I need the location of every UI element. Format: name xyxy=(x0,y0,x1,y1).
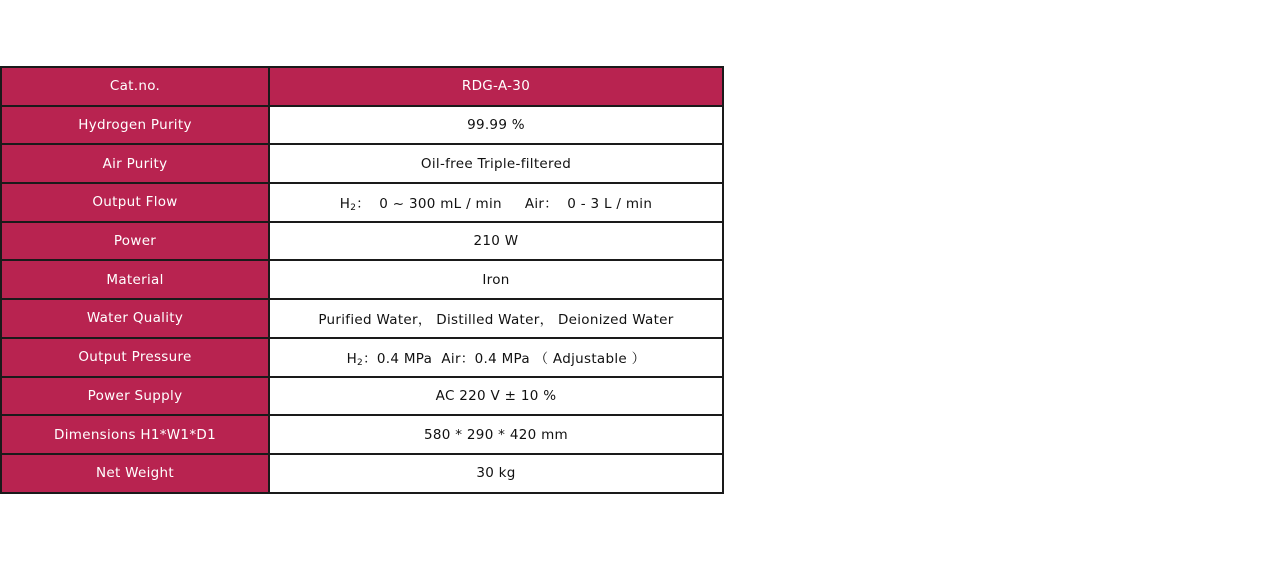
table-row-cat-no xyxy=(1,67,723,106)
row-label: Cat.no. xyxy=(1,67,269,106)
row-label: Air Purity xyxy=(1,144,269,183)
table-row-output-flow xyxy=(1,183,723,222)
row-label: Power xyxy=(1,222,269,261)
table-row-dimensions xyxy=(1,415,723,454)
row-value: 30 kg xyxy=(269,454,723,493)
row-label: Dimensions H1*W1*D1 xyxy=(1,415,269,454)
row-value: Purified Water， Distilled Water， Deionized Water xyxy=(269,299,723,338)
row-value: 210 W xyxy=(269,222,723,261)
row-value: AC 220 V ± 10 % xyxy=(269,377,723,416)
table-row-water-quality xyxy=(1,299,723,338)
table-row-net-weight xyxy=(1,454,723,493)
row-value: RDG-A-30 xyxy=(269,67,723,106)
h2-symbol: H xyxy=(346,350,358,367)
table-row-power-supply xyxy=(1,377,723,416)
h2-subscript: 2 xyxy=(357,357,364,368)
row-label: Output Flow xyxy=(1,183,269,222)
table-row-air-purity xyxy=(1,144,723,183)
row-value-text: ： 0 ~ 300 mL / min Air： 0 - 3 L / min xyxy=(356,195,653,212)
row-label: Hydrogen Purity xyxy=(1,106,269,145)
h2-symbol: H xyxy=(339,195,351,212)
table-row-output-pressure xyxy=(1,338,723,377)
h2-subscript: 2 xyxy=(350,202,357,213)
row-value: Iron xyxy=(269,260,723,299)
row-value xyxy=(269,338,723,377)
row-label: Material xyxy=(1,260,269,299)
row-label: Power Supply xyxy=(1,377,269,416)
row-value: 580 * 290 * 420 mm xyxy=(269,415,723,454)
row-label: Water Quality xyxy=(1,299,269,338)
row-value xyxy=(269,183,723,222)
row-label: Net Weight xyxy=(1,454,269,493)
row-value: 99.99 % xyxy=(269,106,723,145)
row-value-text: ：0.4 MPa Air：0.4 MPa （ Adjustable ） xyxy=(363,350,646,367)
spec-table xyxy=(0,66,724,494)
row-value: Oil-free Triple-filtered xyxy=(269,144,723,183)
row-label: Output Pressure xyxy=(1,338,269,377)
table-row-material xyxy=(1,260,723,299)
table-row-power xyxy=(1,222,723,261)
table-row-hydrogen-purity xyxy=(1,106,723,145)
